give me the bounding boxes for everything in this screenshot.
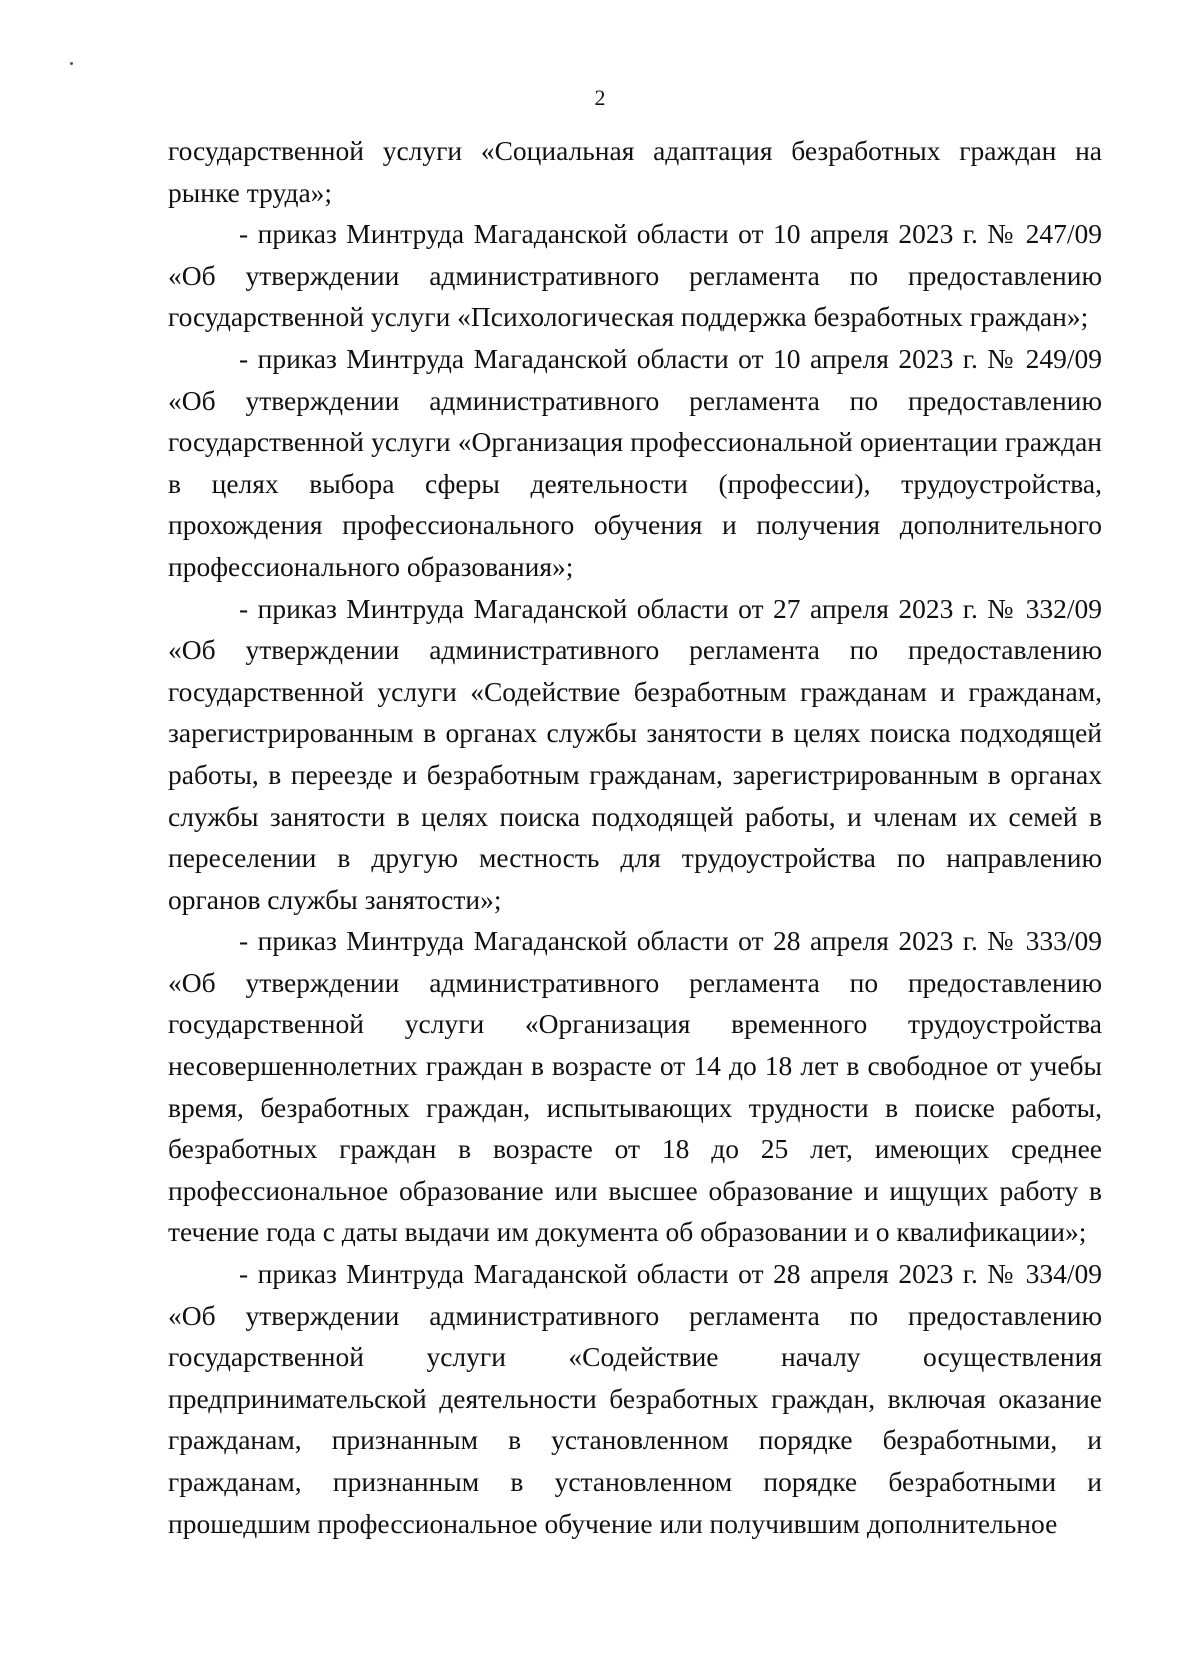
paragraph-order-333: - приказ Минтруда Магаданской области от 28 апреля 2023 г. № 333/09 «Об утверждении административного регламента по предоставлению государственной услуги «Организация временного трудоустройства несовершеннолетних граждан в возрасте от 14 до 18 лет в свободное от учебы время, безработных граждан, испытывающих трудности в поиске работы, безработных граждан в возрасте от 18 до 25 лет, имеющих среднее профессиональное образование или высшее образование и ищущих работу в течение года с даты выдачи им документа об образовании и о квалификации»; <box>168 925 1102 1248</box>
paragraph-order-247: - приказ Минтруда Магаданской области от 10 апреля 2023 г. № 247/09 «Об утверждении административного регламента по предоставлению государственной услуги «Психологическая поддержка безработных граждан»; <box>168 218 1102 333</box>
paragraph-order-332: - приказ Минтруда Магаданской области от 27 апреля 2023 г. № 332/09 «Об утверждении административного регламента по предоставлению государственной услуги «Содействие безработным гражданам и гражданам, зарегистрированным в органах службы занятости в целях поиска подходящей работы, в переезде и безработным гражданам, зарегистрированным в органах службы занятости в целях поиска подходящей работы, и членам их семей в переселении в другую местность для трудоустройства по направлению органов службы занятости»; <box>168 592 1102 915</box>
page-number: 2 <box>594 85 606 110</box>
paragraph-order-334: - приказ Минтруда Магаданской области от 28 апреля 2023 г. № 334/09 «Об утверждении административного регламента по предоставлению государственной услуги «Содействие началу осуществления предпринимательской деятельности безработных граждан, включая оказание гражданам, признанным в установленном порядке безработными, и гражданам, признанным в установленном порядке безработными и прошедшим профессиональное обучение или получившим дополнительное <box>168 1258 1102 1539</box>
paragraph-continuation: государственной услуги «Социальная адаптация безработных граждан на рынке труда»; <box>168 135 1102 208</box>
document-body <box>168 130 1102 1544</box>
paragraph-order-249: - приказ Минтруда Магаданской области от 10 апреля 2023 г. № 249/09 «Об утверждении административного регламента по предоставлению государственной услуги «Организация профессиональной ориентации граждан в целях выбора сферы деятельности (профессии), трудоустройства, прохождения профессионального обучения и получения дополнительного профессионального образования»; <box>168 342 1102 582</box>
scan-artifact <box>70 62 73 65</box>
